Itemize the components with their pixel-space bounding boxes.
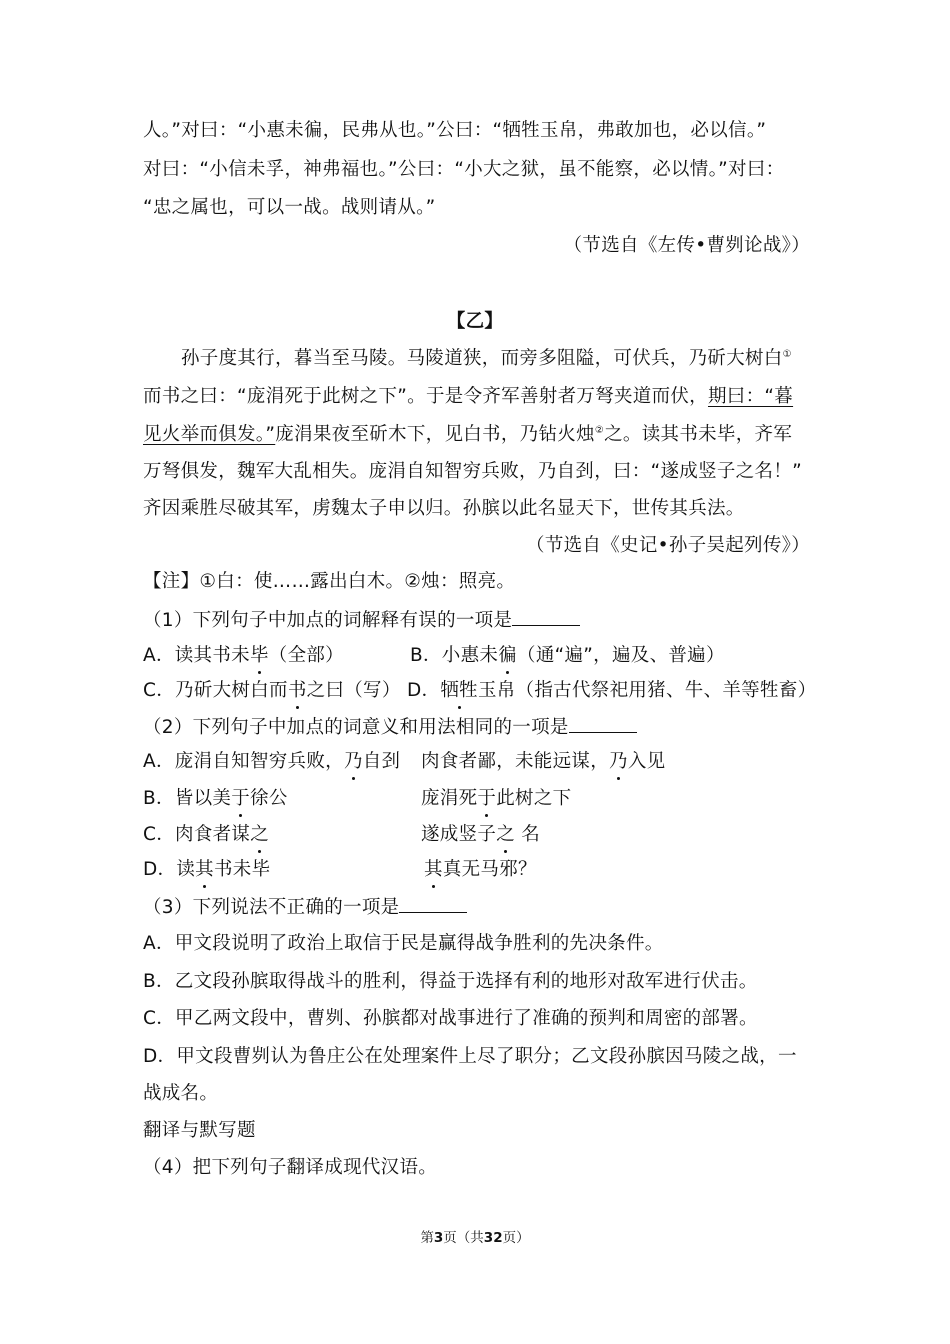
q1-d-dotted: 牺牲 bbox=[440, 678, 478, 704]
yi-underlined-sentence-part1: 期曰：“暮 bbox=[707, 386, 794, 407]
q2-d1-dotted: 其 bbox=[195, 857, 214, 883]
q2-b2-post: 此树之下 bbox=[496, 788, 572, 809]
yi-line-4: 万弩俱发，魏军大乱相失。庞涓自知智穷兵败，乃自刭，曰：“遂成竖子之名！” bbox=[143, 461, 802, 482]
question-2-stem bbox=[143, 714, 637, 741]
q2-b2-dotted: 于 bbox=[477, 786, 496, 812]
footer-mid: 页（共 bbox=[443, 1230, 484, 1246]
question-4-stem: （4）把下列句子翻译成现代汉语。 bbox=[143, 1157, 438, 1178]
q2-a2-dotted: 乃 bbox=[609, 749, 628, 775]
q2-option-c-left bbox=[143, 822, 269, 848]
q3-option-a: A．甲文段说明了政治上取信于民是赢得战争胜利的先决条件。 bbox=[143, 933, 664, 954]
q2-b2-pre: 庞涓死 bbox=[421, 788, 478, 809]
q1-option-a bbox=[143, 643, 344, 669]
q1-b-post: （通“遍”，遍及、普遍） bbox=[517, 645, 725, 666]
question-1-text: （1）下列句子中加点的词解释有误的一项是 bbox=[143, 610, 513, 631]
q2-c2-pre: 遂成竖子 bbox=[421, 824, 497, 845]
jia-line-2: 对曰：“小信未孚，神弗福也。”公曰：“小大之狱，虽不能察，必以情。”对曰： bbox=[143, 159, 785, 180]
q2-c1-pre: C．肉食者谋 bbox=[143, 824, 251, 845]
yi-line-3-text: 庞涓果夜至斫木下，见白书，乃钻火烛 bbox=[275, 424, 595, 445]
q1-d-pre: D． bbox=[407, 680, 441, 701]
q1-b-pre: B．小惠未 bbox=[410, 645, 499, 666]
q2-option-b-left bbox=[143, 786, 288, 812]
q2-option-a-left bbox=[143, 749, 400, 775]
q2-c2-post: 名 bbox=[515, 824, 540, 845]
q2-b1-post: 徐公 bbox=[250, 788, 288, 809]
q2-option-d-left bbox=[143, 857, 270, 883]
q1-a-post: （全部） bbox=[268, 645, 344, 666]
question-3-text: （3）下列说法不正确的一项是 bbox=[143, 897, 400, 918]
q2-a1-post: 自刭 bbox=[362, 751, 401, 772]
jia-line-3: “忠之属也，可以一战。战则请从。” bbox=[143, 197, 436, 218]
q1-option-d bbox=[407, 678, 816, 704]
yi-line-3 bbox=[143, 422, 792, 448]
q1-option-c bbox=[143, 678, 401, 704]
q2-option-b-right bbox=[421, 786, 571, 812]
q2-c1-dotted: 之 bbox=[250, 822, 269, 848]
jia-line-1: 人。”对曰：“小惠未徧，民弗从也。”公曰：“牺牲玉帛，弗敢加也，必以信。” bbox=[143, 120, 767, 141]
q1-option-b bbox=[410, 643, 725, 669]
page-number: 3 bbox=[433, 1230, 444, 1246]
q3-option-b: B．乙文段孙膑取得战斗的胜利，得益于选择有利的地形对敌军进行伏击。 bbox=[143, 971, 758, 992]
yi-line-3-tail: 之。读其书未毕，齐军 bbox=[604, 424, 793, 445]
q3-option-d-line1: D．甲文段曹刿认为鲁庄公在处理案件上尽了职分；乙文段孙膑因马陵之战，一 bbox=[143, 1046, 797, 1067]
q1-a-dotted: 毕 bbox=[250, 643, 269, 669]
q2-a1-pre: A．庞涓自知智穷兵败， bbox=[143, 751, 344, 772]
footer-post: 页） bbox=[502, 1230, 530, 1246]
question-1-stem bbox=[143, 607, 580, 634]
q1-c-post: 之曰（写） bbox=[306, 680, 401, 701]
page-footer bbox=[0, 1226, 950, 1246]
q2-option-c-right bbox=[421, 822, 540, 848]
q2-d1-pre: D．读 bbox=[143, 859, 196, 880]
page-total: 32 bbox=[483, 1230, 503, 1246]
q3-option-c: C．甲乙两文段中，曹刿、孙膑都对战事进行了准确的预判和周密的部署。 bbox=[143, 1008, 758, 1029]
q2-d2-post: 真无马邪？ bbox=[442, 859, 537, 880]
q2-a2-pre: 肉食者鄙，未能远谋， bbox=[421, 751, 610, 772]
answer-blank-1[interactable] bbox=[512, 607, 580, 626]
q1-d-post: 玉帛（指古代祭祀用猪、牛、羊等牲畜） bbox=[477, 680, 817, 701]
q2-d1-post: 书未毕 bbox=[213, 859, 271, 880]
yi-heading: 【乙】 bbox=[446, 311, 504, 332]
q2-option-a-right bbox=[421, 749, 665, 775]
footer-pre: 第 bbox=[420, 1230, 434, 1246]
q2-b1-pre: B．皆以美 bbox=[143, 788, 232, 809]
section-heading: 翻译与默写题 bbox=[143, 1120, 256, 1141]
q2-c2-dotted: 之 bbox=[496, 822, 515, 848]
q2-a2-post: 入见 bbox=[627, 751, 666, 772]
q3-option-d-line2: 战成名。 bbox=[143, 1083, 219, 1104]
q1-c-pre: C．乃斫大树白而 bbox=[143, 680, 288, 701]
yi-line-1 bbox=[181, 346, 792, 372]
footnote-marker-2: ② bbox=[594, 424, 605, 436]
yi-underlined-sentence-part2: 见火举而俱发。” bbox=[143, 424, 276, 445]
yi-line-1-text: 孙子度其行，暮当至马陵。马陵道狭，而旁多阻隘，可伏兵，乃斫大树白 bbox=[181, 348, 783, 369]
footnote-marker-1: ① bbox=[782, 348, 792, 360]
q2-a1-dotted: 乃 bbox=[344, 749, 363, 775]
q2-d2-dotted: 其 bbox=[424, 857, 443, 883]
yi-line-2 bbox=[143, 384, 793, 410]
answer-blank-2[interactable] bbox=[569, 714, 637, 733]
notes: 【注】①白：使……露出白木。②烛：照亮。 bbox=[143, 571, 516, 592]
q1-a-pre: A．读其书未 bbox=[143, 645, 250, 666]
q2-b1-dotted: 于 bbox=[231, 786, 250, 812]
yi-line-5: 齐因乘胜尽破其军，虏魏太子申以归。孙膑以此名显天下，世传其兵法。 bbox=[143, 498, 745, 519]
jia-source: （节选自《左传•曹刿论战》） bbox=[563, 235, 810, 256]
question-2-text: （2）下列句子中加点的词意义和用法相同的一项是 bbox=[143, 717, 569, 738]
q1-c-dotted: 书 bbox=[288, 678, 307, 704]
answer-blank-3[interactable] bbox=[399, 894, 467, 913]
question-3-stem bbox=[143, 894, 467, 921]
yi-line-2-text: 而书之曰：“庞涓死于此树之下”。于是令齐军善射者万弩夹道而伏， bbox=[143, 386, 708, 407]
q1-b-dotted: 徧 bbox=[498, 643, 517, 669]
q2-option-d-right bbox=[424, 857, 537, 883]
yi-source: （节选自《史记•孙子吴起列传》） bbox=[526, 535, 810, 556]
